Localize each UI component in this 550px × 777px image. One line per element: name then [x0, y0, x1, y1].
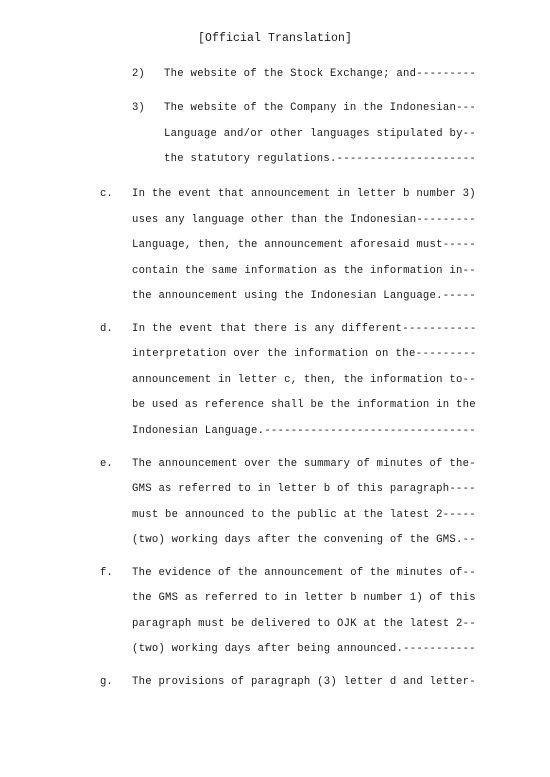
- item-line: In the event that announcement in letter b number 3): [132, 188, 476, 200]
- item-line: Language, then, the announcement aforesaid must-----: [132, 239, 476, 251]
- sub-item-line: the statutory regulations.---------------------: [164, 153, 477, 165]
- item-line: contain the same information as the information in--: [132, 265, 476, 277]
- item-letter: g.: [100, 676, 113, 688]
- item-letter: c.: [100, 188, 113, 200]
- item-line: The evidence of the announcement of the minutes of--: [132, 567, 476, 579]
- item-line: Indonesian Language.--------------------------------: [132, 425, 476, 437]
- item-line: (two) working days after the convening of the GMS.--: [132, 534, 476, 546]
- item-letter: f.: [100, 567, 113, 579]
- item-line: must be announced to the public at the latest 2-----: [132, 509, 476, 521]
- item-line: announcement in letter c, then, the information to--: [132, 374, 476, 386]
- sub-item-number: 3): [132, 102, 145, 114]
- item-line: the announcement using the Indonesian Language.-----: [132, 290, 476, 302]
- item-letter: d.: [100, 323, 113, 335]
- item-line: In the event that there is any different-----------: [132, 323, 477, 335]
- sub-item-line: The website of the Company in the Indonesian---: [164, 102, 477, 114]
- item-line: The announcement over the summary of minutes of the-: [132, 458, 476, 470]
- sub-item-number: 2): [132, 68, 145, 80]
- item-line: interpretation over the information on the---------: [132, 348, 477, 360]
- item-line: uses any language other than the Indonesian---------: [132, 214, 476, 226]
- item-line: GMS as referred to in letter b of this paragraph----: [132, 483, 476, 495]
- item-line: The provisions of paragraph (3) letter d and letter-: [132, 676, 476, 688]
- item-letter: e.: [100, 458, 113, 470]
- item-line: the GMS as referred to in letter b number 1) of this: [132, 592, 476, 604]
- sub-item-line: Language and/or other languages stipulated by--: [164, 128, 477, 140]
- page-header: [Official Translation]: [197, 32, 353, 45]
- item-line: (two) working days after being announced.-----------: [132, 643, 476, 655]
- item-line: paragraph must be delivered to OJK at the latest 2--: [132, 618, 476, 630]
- item-line: be used as reference shall be the information in the: [132, 399, 476, 411]
- sub-item-line: The website of the Stock Exchange; and---------: [164, 68, 477, 80]
